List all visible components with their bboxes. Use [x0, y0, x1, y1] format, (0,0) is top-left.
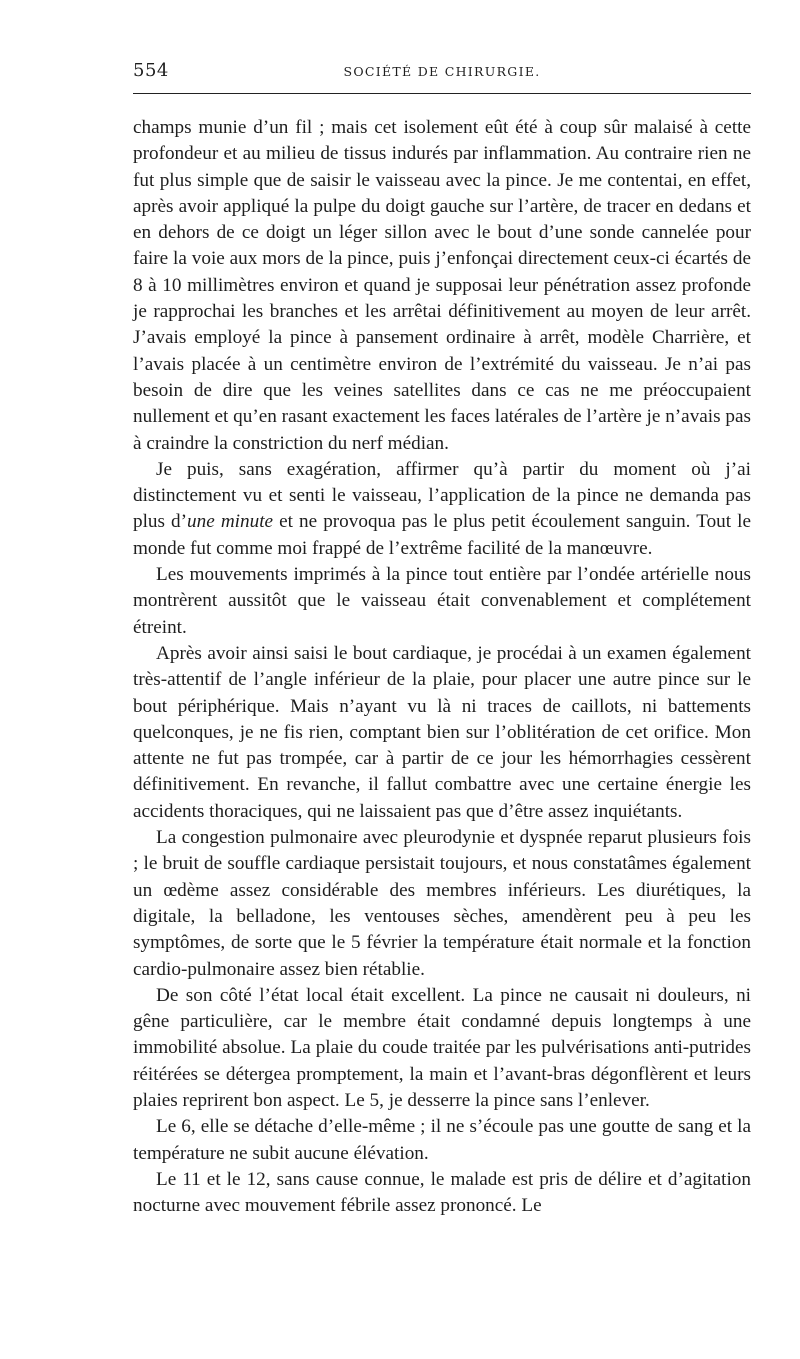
- body-text: [133, 115, 751, 1219]
- paragraph-8: Le 11 et le 12, sans cause connue, le malade est pris de délire et d’agitation nocturne avec mouvement fébrile assez prononcé. Le: [133, 1168, 751, 1217]
- paragraph-1: champs munie d’un fil ; mais cet isolement eût été à coup sûr malaisé à cette profondeur et au milieu de tissus indurés par inflammation. Au contraire rien ne fut plus simple que de saisir le vaisseau avec la pince. Je me contentai, en effet, après avoir appliqué la pulpe du doigt gauche sur l’artère, de tracer en dedans et en dehors de ce doigt un léger sillon avec le bout d’une sonde cannelée pour faire la voie aux mors de la pince, puis j’enfonçai directement ceux-ci écartés de 8 à 10 millimètres environ et quand je supposai leur pénétration assez profonde je rapprochai les branches et les arrêtai définitivement au moyen de leur arrêt. J’avais employé la pince à pansement ordinaire à arrêt, modèle Charrière, et l’avais placée à un centimètre environ de l’extrémité du vaisseau. Je n’ai pas besoin de dire que les veines satellites dans ce cas ne me préoccupaient nullement et qu’en rasant exactement les faces latérales de l’artère je n’avais pas à craindre la constriction du nerf médian.: [133, 117, 751, 454]
- paragraph-2-end: et ne provoqua pas le plus petit écoulement sanguin. Tout le monde fut comme moi frappé de l’extrême facilité de la manœuvre.: [133, 511, 752, 559]
- paragraph-2-emphasis: une minute: [187, 511, 274, 533]
- running-head: [133, 60, 751, 90]
- paragraph-5: La congestion pulmonaire avec pleurodynie et dyspnée reparut plusieurs fois ; le bruit de souffle cardiaque persistait toujours, et nous constatâmes également un œdème assez considérable des membres inférieurs. Les diurétiques, la digitale, la belladone, les ventouses sèches, amendèrent peu à peu les symptômes, de sorte que le 5 février la température était normale et la fonction cardio-pulmonaire assez bien rétablie.: [133, 827, 751, 980]
- paragraph-2: [133, 457, 751, 562]
- paragraph-3: Les mouvements imprimés à la pince tout entière par l’ondée artérielle nous montrèrent aussitôt que le vaisseau était convenablement et complétement étreint.: [133, 564, 751, 638]
- header-rule: [133, 93, 751, 94]
- paragraph-7: Le 6, elle se détache d’elle-même ; il ne s’écoule pas une goutte de sang et la température ne subit aucune élévation.: [133, 1116, 751, 1164]
- paragraph-2-start: Je puis, sans exagération, affirmer qu’à partir du moment où j’ai distinctement vu et senti le vaisseau, l’application de la pince ne demanda pas plus d’: [133, 458, 751, 533]
- journal-title: SOCIÉTÉ DE CHIRURGIE.: [343, 64, 541, 79]
- paragraph-6: De son côté l’état local était excellent. La pince ne causait ni douleurs, ni gêne particulière, car le membre était condamné depuis longtemps à une immobilité absolue. La plaie du coude traitée par les pulvérisations anti-putrides réitérées se détergea promptement, la main et l’avant-bras dégonflèrent et leurs plaies reprirent bon aspect. Le 5, je desserre la pince sans l’enlever.: [133, 984, 751, 1111]
- paragraph-4: Après avoir ainsi saisi le bout cardiaque, je procédai à un examen également très-attentif de l’angle inférieur de la plaie, pour placer une autre pince sur le bout périphérique. Mais n’ayant vu là ni traces de caillots, ni battements quelconques, je ne fis rien, comptant bien sur l’oblitération de cet orifice. Mon attente ne fut pas trompée, car à partir de ce jour les hémorrhagies cessèrent définitivement. En revanche, il fallut combattre avec une certaine énergie les accidents thoraciques, qui ne laissaient pas que d’être assez inquiétants.: [133, 642, 751, 822]
- page-number: 554: [133, 60, 169, 81]
